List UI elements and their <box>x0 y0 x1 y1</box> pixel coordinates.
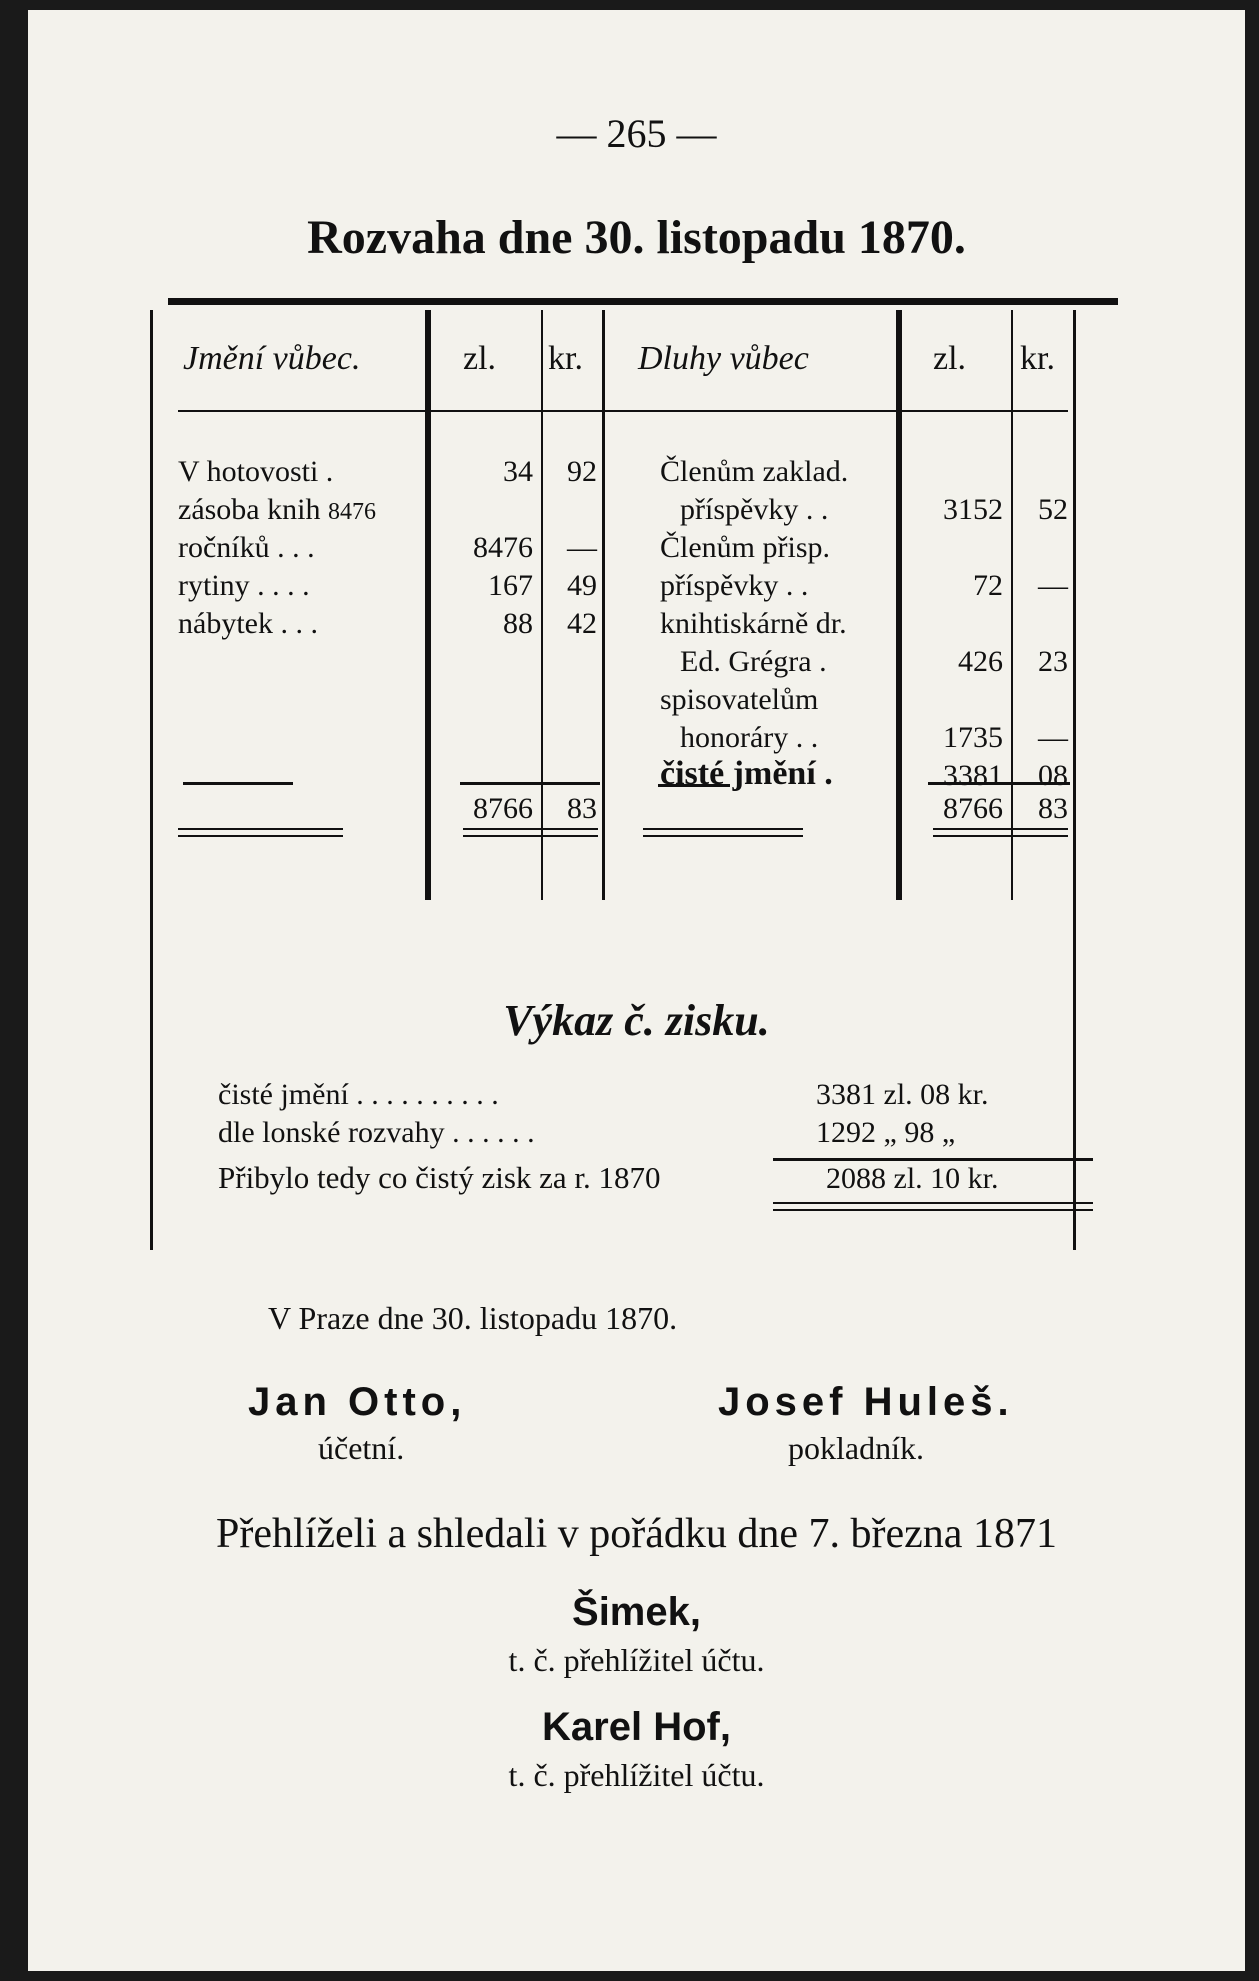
asset-row-4-zl: 167 <box>488 569 533 602</box>
signature-1-name: Jan Otto, <box>248 1380 467 1424</box>
reviewer-2-name: Karel Hof, <box>542 1705 731 1749</box>
profit-double-rule-a <box>773 1202 1093 1204</box>
debt-row-6-zl: 426 <box>958 645 1003 678</box>
asset-row-4-label: rytiny . . . . <box>178 569 310 602</box>
header-kr-right: kr. <box>1020 340 1055 377</box>
profit-row-2-label: dle lonské rozvahy . . . . . . <box>218 1116 535 1149</box>
asset-row-3-kr: — <box>567 531 597 564</box>
profit-row-3-value: 2088 zl. 10 kr. <box>826 1162 999 1195</box>
asset-double-rule-b <box>178 835 343 837</box>
debt-row-2-kr: 52 <box>1038 493 1068 526</box>
asset-row-4-kr: 49 <box>567 569 597 602</box>
debt-row-4-zl: 72 <box>973 569 1003 602</box>
reviewer-1-role: t. č. přehlížitel účtu. <box>508 1642 765 1678</box>
asset-row-1-zl: 34 <box>503 455 533 488</box>
debt-sum-rule <box>928 782 1070 785</box>
header-zl-left: zl. <box>463 340 497 377</box>
col-divider-4 <box>896 310 902 900</box>
asset-total-double-rule-b <box>463 835 598 837</box>
asset-label-rule <box>183 782 293 785</box>
debt-row-8-kr: — <box>1038 721 1068 754</box>
debt-row-6-kr: 23 <box>1038 645 1068 678</box>
debt-double-rule-a <box>643 828 803 830</box>
profit-sum-rule <box>773 1158 1093 1161</box>
col-divider-3 <box>602 310 605 900</box>
page-number: — 265 — <box>556 111 717 156</box>
debt-row-2-label: příspěvky . . <box>680 493 829 526</box>
debt-row-6-label: Ed. Grégra . <box>680 645 827 678</box>
debt-row-7-label: spisovatelům <box>660 683 819 716</box>
debt-total-double-rule-a <box>933 828 1068 830</box>
reviewer-2-role: t. č. přehlížitel účtu. <box>508 1757 765 1793</box>
asset-total-zl: 8766 <box>473 792 533 825</box>
asset-row-5-label: nábytek . . . <box>178 607 318 640</box>
header-debts: Dluhy vůbec <box>638 340 809 377</box>
profit-row-1-label: čisté jmění . . . . . . . . . . <box>218 1078 499 1111</box>
place-date: V Praze dne 30. listopadu 1870. <box>268 1300 678 1336</box>
asset-sum-rule <box>460 782 600 785</box>
table-left-border <box>150 310 153 1250</box>
debt-total-zl: 8766 <box>943 792 1003 825</box>
header-rule <box>178 410 1068 412</box>
profit-double-rule-b <box>773 1209 1093 1211</box>
debt-row-5-label: knihtiskárně dr. <box>660 607 847 640</box>
debt-row-2-zl: 3152 <box>943 493 1003 526</box>
debt-row-8-zl: 1735 <box>943 721 1003 754</box>
debt-row-1-label: Členům zaklad. <box>660 455 849 488</box>
asset-row-1-kr: 92 <box>567 455 597 488</box>
page-title: Rozvaha dne 30. listopadu 1870. <box>307 211 966 264</box>
table-right-border <box>1073 310 1076 1250</box>
profit-row-2-value: 1292 „ 98 „ <box>816 1116 956 1149</box>
debt-row-4-kr: — <box>1038 569 1068 602</box>
debt-row-9-kr: 08 <box>1038 759 1068 792</box>
asset-total-double-rule-a <box>463 828 598 830</box>
review-line: Přehlíželi a shledali v pořádku dne 7. března 1871 <box>216 1511 1057 1557</box>
debt-label-rule <box>658 784 730 787</box>
signature-1-role: účetní. <box>318 1430 405 1466</box>
debt-row-9-label: čisté jmění . <box>660 755 833 792</box>
debt-total-double-rule-b <box>933 835 1068 837</box>
asset-row-3-label: ročníků . . . <box>178 531 315 564</box>
profit-row-1-value: 3381 zl. 08 kr. <box>816 1078 989 1111</box>
asset-row-3-zl: 8476 <box>473 531 533 564</box>
header-assets: Jmění vůbec. <box>183 340 361 377</box>
signature-2-name: Josef Huleš. <box>718 1380 1014 1424</box>
asset-row-5-zl: 88 <box>503 607 533 640</box>
asset-total-kr: 83 <box>567 792 597 825</box>
profit-title: Výkaz č. zisku. <box>503 996 770 1045</box>
profit-row-3-label: Přibylo tedy co čistý zisk za r. 1870 <box>218 1160 661 1195</box>
debt-double-rule-b <box>643 835 803 837</box>
debt-row-4-label: příspěvky . . <box>660 569 809 602</box>
asset-row-2-label: zásoba knih 8476 <box>178 493 376 526</box>
asset-row-5-kr: 42 <box>567 607 597 640</box>
debt-row-3-label: Členům přisp. <box>660 531 830 564</box>
signature-2-role: pokladník. <box>788 1430 924 1466</box>
asset-row-1-label: V hotovosti . <box>178 455 334 488</box>
header-kr-left: kr. <box>548 340 583 377</box>
header-zl-right: zl. <box>933 340 967 377</box>
top-rule <box>168 298 1118 305</box>
debt-total-kr: 83 <box>1038 792 1068 825</box>
debt-row-9-zl: 3381 <box>943 759 1003 792</box>
debt-row-8-label: honoráry . . <box>680 721 819 754</box>
reviewer-1-name: Šimek, <box>572 1590 701 1634</box>
asset-double-rule-a <box>178 828 343 830</box>
col-divider-5 <box>1011 310 1013 900</box>
